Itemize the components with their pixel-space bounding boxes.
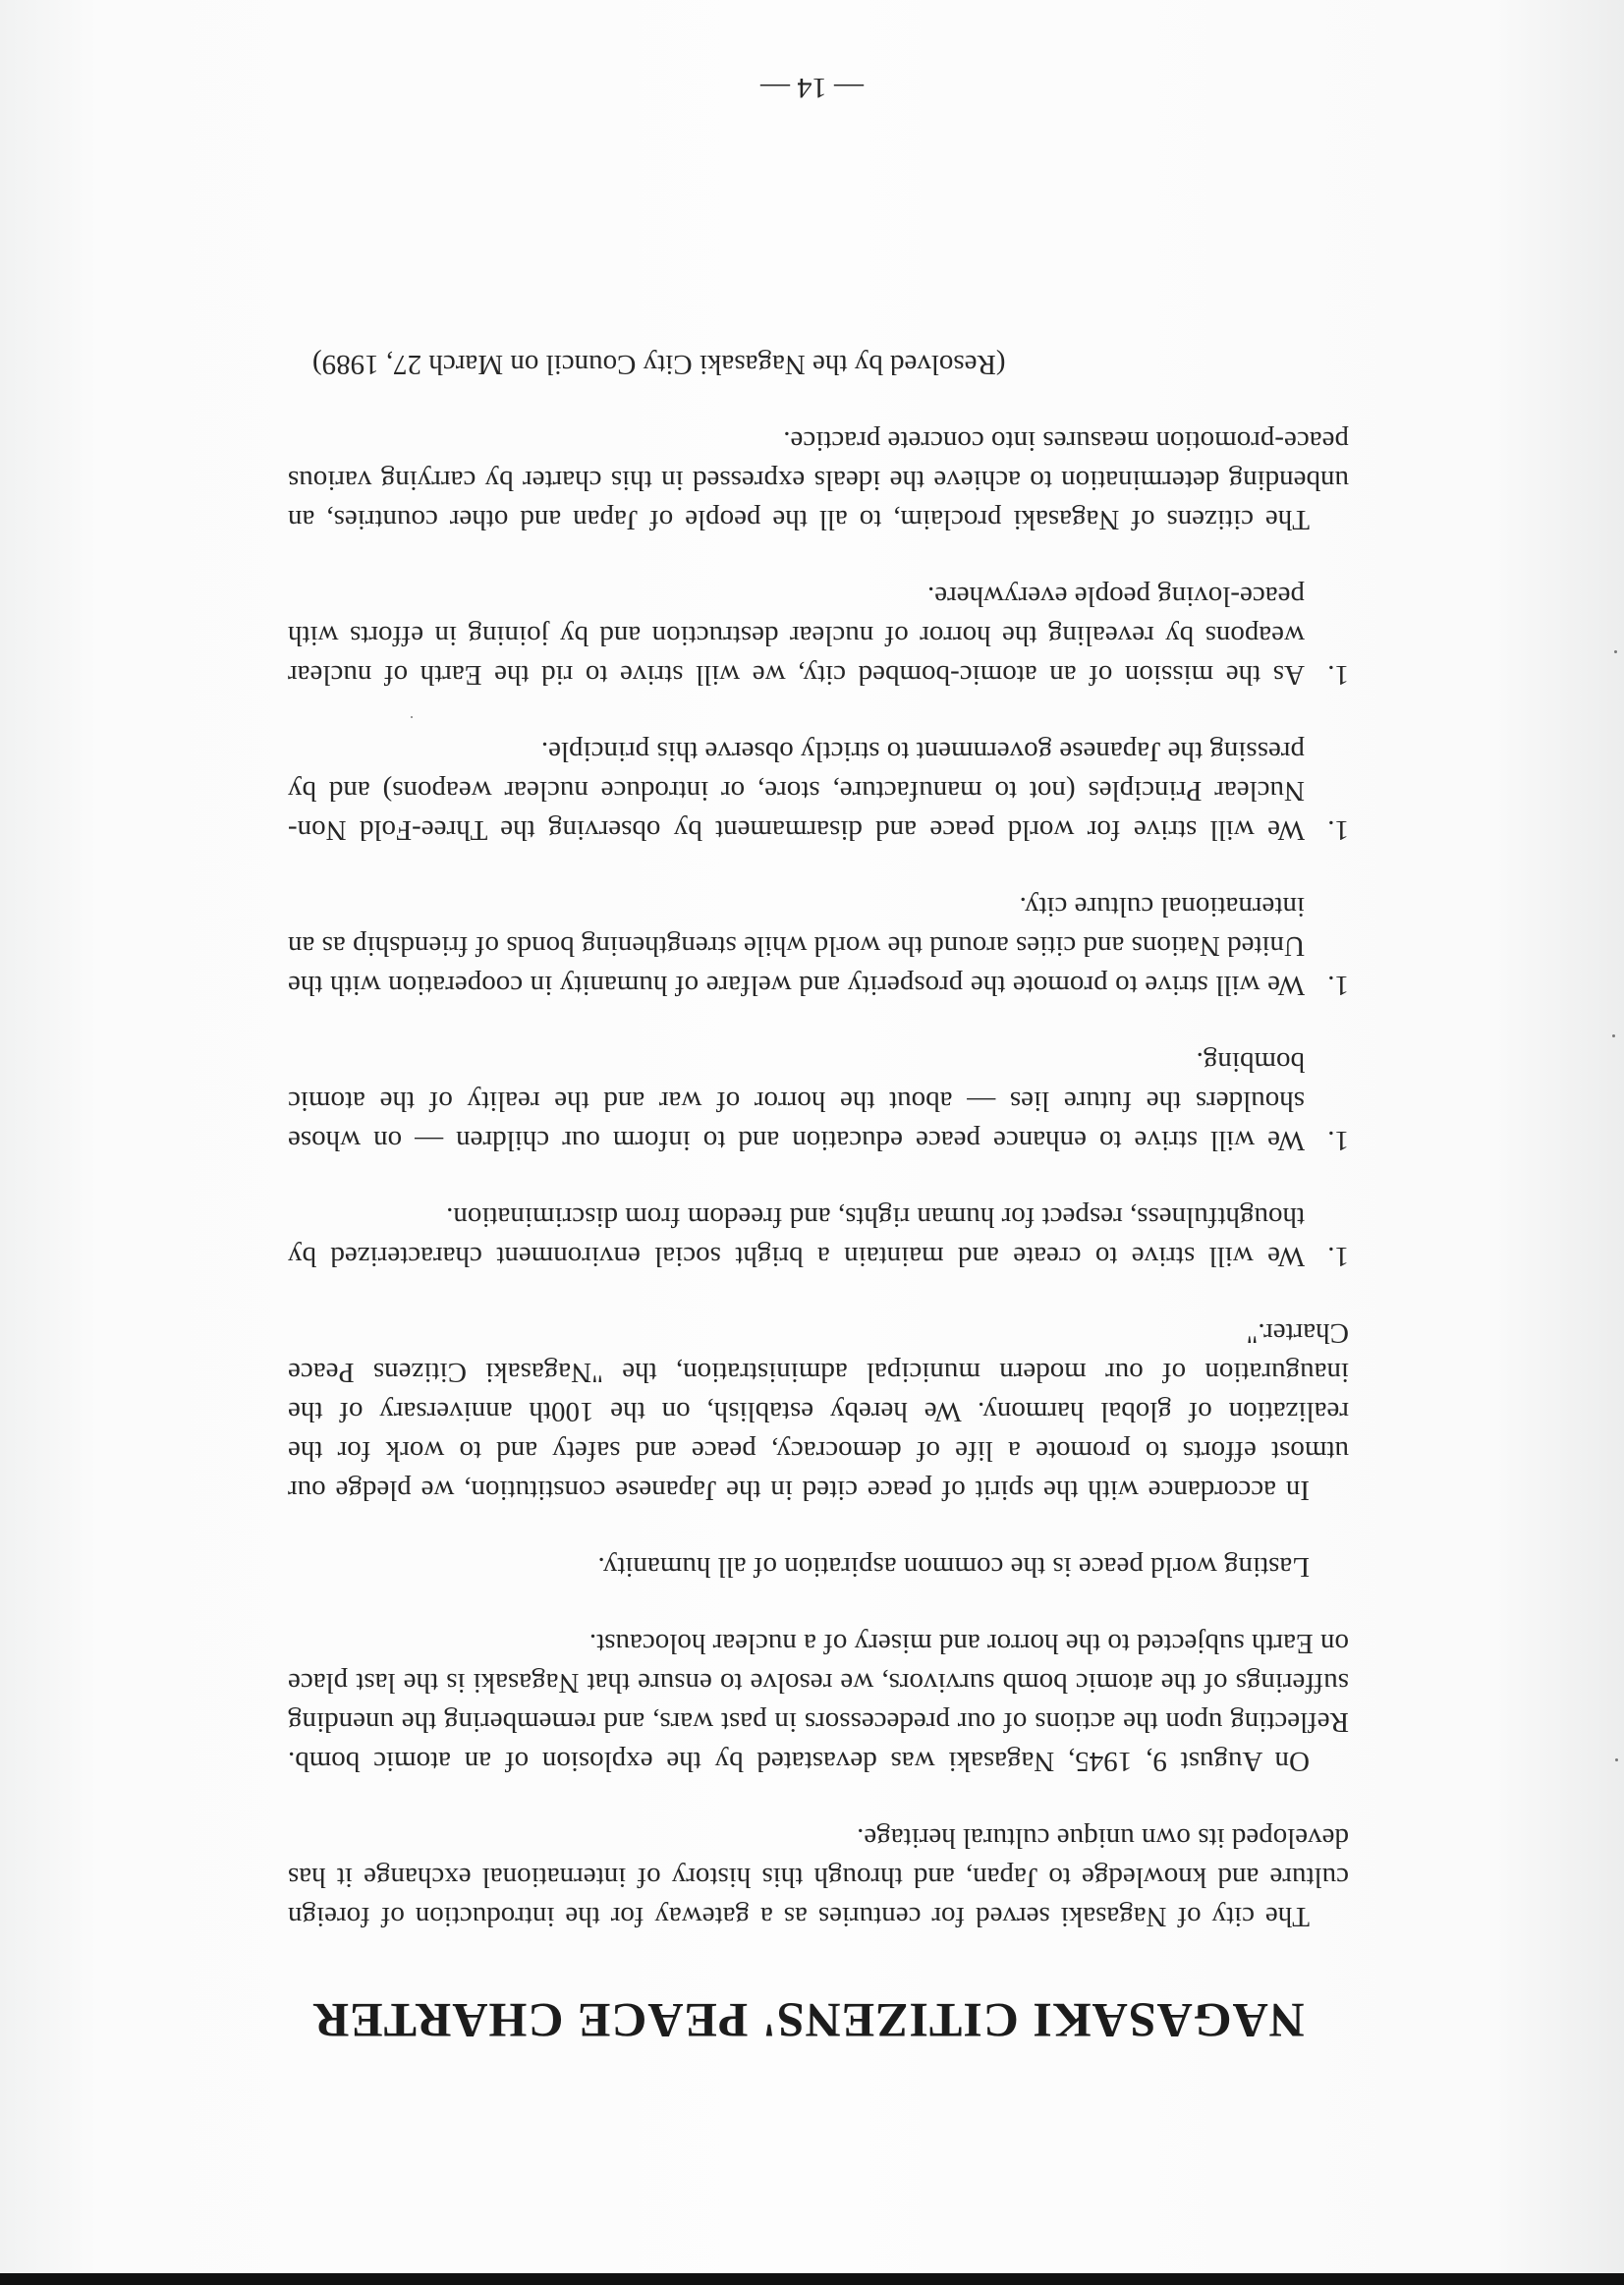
pledge-number: 1. xyxy=(1327,970,1349,1001)
paragraph-intro: The city of Nagasaki served for centuries as a gateway for the introduction of foreign culture and knowledge to Japan, and through this history of international exchange it has developed its own unique cultural heritage. xyxy=(288,1822,1349,1932)
pledge-number: 1. xyxy=(1327,1125,1349,1156)
pledge-text: We will strive to promote the prosperity and welfare of humanity in cooperation with the United Nations and cities around the world while strengthening bonds of friendship as an international culture city. xyxy=(288,891,1305,1001)
pledge-item xyxy=(288,887,1349,1005)
document-title: NAGASAKI CITIZENS' PEACE CHARTER xyxy=(312,1993,1305,2048)
document-body xyxy=(288,345,1349,1936)
pledge-item xyxy=(288,1042,1349,1160)
page-number: — 14 — xyxy=(760,72,864,104)
scan-border xyxy=(0,2273,1624,2285)
pledge-item xyxy=(288,577,1349,695)
pledge-text: We will strive to create and maintain a bright social environment characterized by thoughtfulness, respect for human rights, and freedom from discrimination. xyxy=(288,1201,1305,1272)
pledge-text: We will strive to enhance peace education and to inform our children — on whose shoulders the future lies — about the horror of war and the reality of the atomic bombing. xyxy=(288,1046,1305,1156)
pledge-number: 1. xyxy=(1327,814,1349,846)
pledge-item xyxy=(288,732,1349,850)
paragraph-charter-establishment: In accordance with the spirit of peace cited in the Japanese constitution, we pledge our utmost efforts to promote a life of democracy, peace and safety and to work for the realization of global harmony. We hereby establish, on the 100th anniversary of the inauguration of our modern municipal administration, the "Nagasaki Citizens Peace Charter." xyxy=(288,1317,1349,1506)
paragraph-bombing: On August 9, 1945, Nagasaki was devastated by the explosion of an atomic bomb. Reflecting upon the actions of our predecessors in past wars, and remembering the unending sufferings of the atomic bomb survivors, we resolve to ensure that Nagasaki is the last place on Earth subjected to the horror and misery of a nuclear holocaust. xyxy=(288,1628,1349,1777)
pledge-item xyxy=(288,1198,1349,1276)
resolution-note: (Resolved by the Nagasaki City Council on March 27, 1989) xyxy=(312,349,1006,380)
paragraph-proclamation: The citizens of Nagasaki proclaim, to all the people of Japan and other countries, an unbending determination to achieve the ideals expressed in this charter by carrying various peace-promotion measures into concrete practice. xyxy=(288,425,1349,535)
pledge-text: As the mission of an atomic-bombed city, we will strive to rid the Earth of nuclear weapons by revealing the horror of nuclear destruction and by joining in efforts with peace-loving people everywhere. xyxy=(288,581,1305,691)
pledge-number: 1. xyxy=(1327,659,1349,691)
pledge-number: 1. xyxy=(1327,1241,1349,1272)
pledge-text: We will strive for world peace and disarmament by observing the Three-Fold Non-Nuclear Principles (not to manufacture, store, or introduce nuclear weapons) and by pressing the Japanese government to strictly observe this principle. xyxy=(288,736,1305,846)
paragraph-lasting-peace: Lasting world peace is the common aspiration of all humanity. xyxy=(597,1551,1310,1583)
